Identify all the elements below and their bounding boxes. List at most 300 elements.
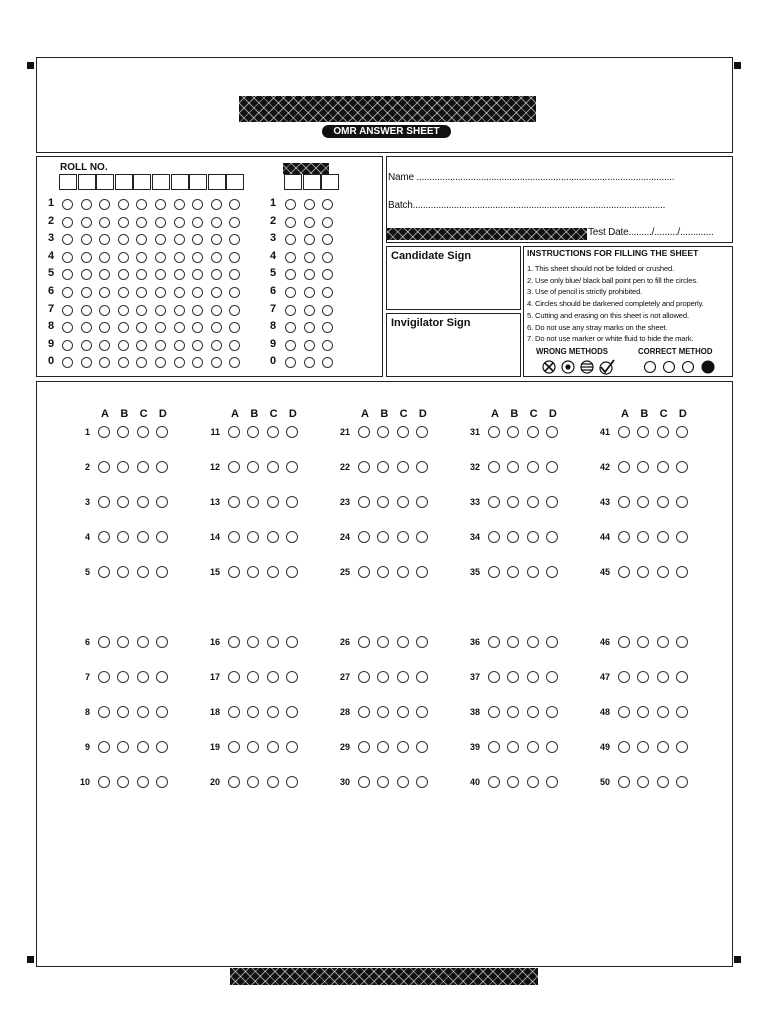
footer-barcode bbox=[230, 968, 538, 985]
answer-bubble[interactable] bbox=[676, 741, 688, 753]
answer-bubble[interactable] bbox=[527, 496, 539, 508]
answer-bubble[interactable] bbox=[98, 496, 110, 508]
answer-bubble[interactable] bbox=[267, 426, 279, 438]
roll-bubble[interactable] bbox=[136, 305, 147, 316]
roll-extra-bubble[interactable] bbox=[322, 340, 333, 351]
answer-bubble[interactable] bbox=[228, 636, 240, 648]
question-number: 48 bbox=[599, 707, 610, 717]
roll-extra-bubble[interactable] bbox=[304, 269, 315, 280]
answer-bubble[interactable] bbox=[527, 671, 539, 683]
roll-bubble[interactable] bbox=[81, 199, 92, 210]
roll-bubble[interactable] bbox=[155, 305, 166, 316]
answer-bubble[interactable] bbox=[397, 426, 409, 438]
answer-bubble[interactable] bbox=[527, 636, 539, 648]
question-number: 37 bbox=[469, 672, 480, 682]
answer-bubble[interactable] bbox=[358, 671, 370, 683]
answer-bubble[interactable] bbox=[618, 426, 630, 438]
roll-bubble[interactable] bbox=[81, 357, 92, 368]
roll-bubble[interactable] bbox=[174, 322, 185, 333]
answer-bubble[interactable] bbox=[137, 531, 149, 543]
roll-bubble[interactable] bbox=[155, 340, 166, 351]
roll-extra-cell[interactable] bbox=[321, 174, 339, 190]
answer-bubble[interactable] bbox=[618, 776, 630, 788]
option-header: C bbox=[269, 408, 278, 420]
answer-bubble[interactable] bbox=[657, 636, 669, 648]
answer-bubble[interactable] bbox=[657, 566, 669, 578]
answer-bubble[interactable] bbox=[397, 636, 409, 648]
answer-bubble[interactable] bbox=[137, 426, 149, 438]
answer-bubble[interactable] bbox=[416, 461, 428, 473]
answer-bubble[interactable] bbox=[156, 566, 168, 578]
roll-row-digit: 6 bbox=[48, 285, 55, 297]
roll-bubble[interactable] bbox=[174, 269, 185, 280]
answer-bubble[interactable] bbox=[156, 426, 168, 438]
answer-bubble[interactable] bbox=[286, 461, 298, 473]
answer-bubble[interactable] bbox=[228, 566, 240, 578]
answer-bubble[interactable] bbox=[416, 636, 428, 648]
answer-bubble[interactable] bbox=[416, 566, 428, 578]
answer-bubble[interactable] bbox=[156, 496, 168, 508]
answer-bubble[interactable] bbox=[98, 671, 110, 683]
answer-bubble[interactable] bbox=[267, 496, 279, 508]
answer-bubble[interactable] bbox=[286, 671, 298, 683]
roll-digit-cell[interactable] bbox=[208, 174, 226, 190]
answer-bubble[interactable] bbox=[286, 636, 298, 648]
roll-digit-cell[interactable] bbox=[226, 174, 244, 190]
roll-bubble[interactable] bbox=[118, 252, 129, 263]
roll-extra-bubble[interactable] bbox=[285, 252, 296, 263]
roll-digit-cell[interactable] bbox=[59, 174, 77, 190]
answer-bubble[interactable] bbox=[618, 671, 630, 683]
answer-bubble[interactable] bbox=[657, 776, 669, 788]
answer-bubble[interactable] bbox=[397, 706, 409, 718]
answer-bubble[interactable] bbox=[286, 531, 298, 543]
roll-extra-bubble[interactable] bbox=[304, 322, 315, 333]
roll-extra-row-digit: 6 bbox=[270, 285, 277, 297]
answer-bubble[interactable] bbox=[618, 706, 630, 718]
roll-extra-cell[interactable] bbox=[284, 174, 302, 190]
answer-bubble[interactable] bbox=[416, 671, 428, 683]
roll-extra-row-digit: 0 bbox=[270, 355, 277, 368]
answer-bubble[interactable] bbox=[676, 776, 688, 788]
roll-digit-cell[interactable] bbox=[133, 174, 151, 190]
answer-bubble[interactable] bbox=[546, 531, 558, 543]
roll-bubble[interactable] bbox=[81, 305, 92, 316]
roll-bubble[interactable] bbox=[174, 287, 185, 298]
roll-digit-cell[interactable] bbox=[171, 174, 189, 190]
answer-bubble[interactable] bbox=[676, 426, 688, 438]
wrong-methods-examples bbox=[540, 358, 620, 376]
answer-bubble[interactable] bbox=[397, 741, 409, 753]
answer-bubble[interactable] bbox=[546, 706, 558, 718]
answer-bubble[interactable] bbox=[527, 461, 539, 473]
answer-bubble[interactable] bbox=[228, 496, 240, 508]
question-number: 49 bbox=[599, 742, 610, 752]
roll-extra-bubble[interactable] bbox=[304, 357, 315, 368]
answer-bubble[interactable] bbox=[676, 671, 688, 683]
roll-bubble[interactable] bbox=[62, 252, 73, 263]
answer-bubble[interactable] bbox=[416, 531, 428, 543]
roll-bubble[interactable] bbox=[174, 199, 185, 210]
answer-bubble[interactable] bbox=[98, 426, 110, 438]
answer-bubble[interactable] bbox=[267, 671, 279, 683]
answer-bubble[interactable] bbox=[397, 776, 409, 788]
answer-bubble[interactable] bbox=[228, 776, 240, 788]
answer-bubble[interactable] bbox=[416, 741, 428, 753]
roll-bubble[interactable] bbox=[174, 340, 185, 351]
answer-bubble[interactable] bbox=[286, 496, 298, 508]
answer-bubble[interactable] bbox=[527, 566, 539, 578]
answer-bubble[interactable] bbox=[286, 706, 298, 718]
answer-bubble[interactable] bbox=[676, 531, 688, 543]
roll-no-label: ROLL NO. bbox=[60, 162, 108, 173]
answer-bubble[interactable] bbox=[488, 426, 500, 438]
answer-bubble[interactable] bbox=[527, 776, 539, 788]
question-number: 46 bbox=[599, 637, 610, 647]
roll-bubble[interactable] bbox=[99, 340, 110, 351]
roll-bubble[interactable] bbox=[99, 217, 110, 228]
roll-digit-cell[interactable] bbox=[189, 174, 207, 190]
roll-bubble[interactable] bbox=[118, 287, 129, 298]
answer-bubble[interactable] bbox=[358, 636, 370, 648]
roll-bubble[interactable] bbox=[192, 305, 203, 316]
roll-extra-cell[interactable] bbox=[303, 174, 321, 190]
option-header: A bbox=[231, 408, 239, 420]
roll-extra-row-digit: 8 bbox=[270, 320, 277, 333]
option-header: D bbox=[288, 408, 297, 420]
roll-row-digit: 8 bbox=[48, 320, 55, 333]
question-number: 24 bbox=[339, 532, 350, 542]
answer-bubble[interactable] bbox=[546, 741, 558, 753]
answer-bubble[interactable] bbox=[397, 531, 409, 543]
roll-bubble[interactable] bbox=[118, 322, 129, 333]
question-number: 40 bbox=[469, 777, 480, 787]
option-header: B bbox=[250, 408, 259, 420]
roll-extra-row-digit: 5 bbox=[270, 267, 277, 280]
roll-bubble[interactable] bbox=[211, 305, 222, 316]
answer-bubble[interactable] bbox=[676, 636, 688, 648]
option-header: D bbox=[418, 408, 427, 420]
answer-bubble[interactable] bbox=[98, 706, 110, 718]
answer-bubble[interactable] bbox=[527, 426, 539, 438]
answer-bubble[interactable] bbox=[657, 461, 669, 473]
roll-bubble[interactable] bbox=[174, 234, 185, 245]
answer-bubble[interactable] bbox=[228, 461, 240, 473]
answer-bubble[interactable] bbox=[228, 706, 240, 718]
answer-bubble[interactable] bbox=[137, 496, 149, 508]
roll-bubble[interactable] bbox=[174, 357, 185, 368]
answer-bubble[interactable] bbox=[397, 461, 409, 473]
answer-bubble[interactable] bbox=[397, 496, 409, 508]
answer-bubble[interactable] bbox=[546, 461, 558, 473]
answer-bubble[interactable] bbox=[137, 461, 149, 473]
answer-bubble[interactable] bbox=[137, 776, 149, 788]
roll-bubble[interactable] bbox=[81, 322, 92, 333]
roll-bubble[interactable] bbox=[62, 340, 73, 351]
roll-bubble[interactable] bbox=[155, 199, 166, 210]
answer-bubble[interactable] bbox=[267, 461, 279, 473]
roll-bubble[interactable] bbox=[118, 199, 129, 210]
roll-extra-row-digit: 3 bbox=[270, 232, 277, 245]
sheet-title: OMR ANSWER SHEET bbox=[322, 125, 451, 138]
answer-bubble[interactable] bbox=[397, 566, 409, 578]
option-header: D bbox=[548, 408, 557, 420]
question-number: 45 bbox=[599, 567, 610, 577]
answer-bubble[interactable] bbox=[358, 741, 370, 753]
roll-extra-bubble[interactable] bbox=[322, 305, 333, 316]
roll-row-digit: 7 bbox=[48, 302, 55, 315]
answer-bubble[interactable] bbox=[358, 461, 370, 473]
question-number: 33 bbox=[469, 497, 480, 507]
batch-field[interactable]: Batch.................................................................................................. bbox=[388, 200, 666, 211]
answer-bubble[interactable] bbox=[98, 461, 110, 473]
answer-bubble[interactable] bbox=[358, 496, 370, 508]
answer-bubble[interactable] bbox=[156, 636, 168, 648]
answer-bubble[interactable] bbox=[267, 531, 279, 543]
answer-bubble[interactable] bbox=[488, 636, 500, 648]
answer-bubble[interactable] bbox=[488, 531, 500, 543]
answer-bubble[interactable] bbox=[546, 636, 558, 648]
answer-bubble[interactable] bbox=[657, 531, 669, 543]
roll-row-digit: 4 bbox=[48, 249, 55, 262]
roll-bubble[interactable] bbox=[62, 305, 73, 316]
answer-bubble[interactable] bbox=[228, 671, 240, 683]
question-number: 7 bbox=[84, 672, 90, 682]
wrong-methods-label: WRONG METHODS bbox=[536, 347, 608, 356]
roll-bubble[interactable] bbox=[62, 287, 73, 298]
roll-bubble[interactable] bbox=[229, 305, 240, 316]
answer-bubble[interactable] bbox=[156, 531, 168, 543]
answer-bubble[interactable] bbox=[546, 496, 558, 508]
answer-bubble[interactable] bbox=[98, 636, 110, 648]
roll-bubble[interactable] bbox=[155, 217, 166, 228]
roll-extra-bubble[interactable] bbox=[304, 305, 315, 316]
roll-digit-cell[interactable] bbox=[78, 174, 96, 190]
answer-bubble[interactable] bbox=[358, 426, 370, 438]
answer-bubble[interactable] bbox=[527, 531, 539, 543]
roll-extra-bubble[interactable] bbox=[285, 287, 296, 298]
roll-bubble[interactable] bbox=[118, 340, 129, 351]
roll-bubble[interactable] bbox=[155, 252, 166, 263]
roll-bubble[interactable] bbox=[211, 217, 222, 228]
question-number: 31 bbox=[469, 427, 480, 437]
roll-digit-cell[interactable] bbox=[96, 174, 114, 190]
question-number: 27 bbox=[339, 672, 350, 682]
roll-bubble[interactable] bbox=[211, 287, 222, 298]
answer-bubble[interactable] bbox=[488, 706, 500, 718]
roll-bubble[interactable] bbox=[81, 252, 92, 263]
answer-bubble[interactable] bbox=[657, 426, 669, 438]
roll-bubble[interactable] bbox=[174, 217, 185, 228]
answer-bubble[interactable] bbox=[618, 496, 630, 508]
roll-extra-bubble[interactable] bbox=[322, 217, 333, 228]
test-date-field[interactable]: Test Date........./........./............. bbox=[588, 227, 714, 238]
roll-bubble[interactable] bbox=[211, 234, 222, 245]
roll-extra-bubble[interactable] bbox=[285, 305, 296, 316]
roll-bubble[interactable] bbox=[192, 340, 203, 351]
roll-bubble[interactable] bbox=[174, 252, 185, 263]
answer-bubble[interactable] bbox=[546, 776, 558, 788]
answer-bubble[interactable] bbox=[358, 531, 370, 543]
roll-bubble[interactable] bbox=[192, 252, 203, 263]
answer-bubble[interactable] bbox=[488, 741, 500, 753]
option-header: A bbox=[101, 408, 109, 420]
roll-digit-cell[interactable] bbox=[152, 174, 170, 190]
question-number: 10 bbox=[79, 777, 90, 787]
roll-extra-bubble[interactable] bbox=[322, 252, 333, 263]
candidate-sign-label: Candidate Sign bbox=[391, 250, 472, 262]
answer-bubble[interactable] bbox=[657, 496, 669, 508]
answer-bubble[interactable] bbox=[228, 426, 240, 438]
answer-bubble[interactable] bbox=[137, 706, 149, 718]
answer-bubble[interactable] bbox=[228, 531, 240, 543]
answer-bubble[interactable] bbox=[267, 741, 279, 753]
answer-bubble[interactable] bbox=[618, 636, 630, 648]
roll-row-digit: 2 bbox=[48, 214, 55, 227]
answer-bubble[interactable] bbox=[137, 566, 149, 578]
question-number: 43 bbox=[599, 497, 610, 507]
answer-bubble[interactable] bbox=[488, 671, 500, 683]
answer-bubble[interactable] bbox=[156, 741, 168, 753]
roll-extra-bubble[interactable] bbox=[304, 234, 315, 245]
roll-bubble[interactable] bbox=[118, 234, 129, 245]
answer-bubble[interactable] bbox=[98, 531, 110, 543]
correct-method-examples bbox=[642, 359, 716, 375]
answer-bubble[interactable] bbox=[98, 741, 110, 753]
roll-bubble[interactable] bbox=[62, 217, 73, 228]
answer-bubble[interactable] bbox=[618, 566, 630, 578]
roll-row-digit: 5 bbox=[48, 267, 55, 280]
answer-bubble[interactable] bbox=[286, 426, 298, 438]
answer-bubble[interactable] bbox=[267, 566, 279, 578]
answer-bubble[interactable] bbox=[676, 566, 688, 578]
question-number: 47 bbox=[599, 672, 610, 682]
question-number: 1 bbox=[84, 427, 90, 437]
roll-bubble[interactable] bbox=[81, 287, 92, 298]
answer-bubble[interactable] bbox=[676, 496, 688, 508]
answer-bubble[interactable] bbox=[488, 776, 500, 788]
roll-row-digit: 0 bbox=[48, 355, 55, 368]
answer-bubble[interactable] bbox=[676, 461, 688, 473]
roll-extra-bubble[interactable] bbox=[304, 252, 315, 263]
roll-extra-bubble[interactable] bbox=[304, 199, 315, 210]
roll-extra-bubble[interactable] bbox=[285, 199, 296, 210]
roll-bubble[interactable] bbox=[99, 252, 110, 263]
answer-bubble[interactable] bbox=[416, 706, 428, 718]
details-barcode bbox=[387, 228, 587, 240]
answer-bubble[interactable] bbox=[527, 741, 539, 753]
roll-extra-bubble[interactable] bbox=[304, 340, 315, 351]
answer-bubble[interactable] bbox=[397, 671, 409, 683]
filled-bubble-icon bbox=[702, 361, 714, 373]
answer-bubble[interactable] bbox=[156, 461, 168, 473]
answer-bubble[interactable] bbox=[546, 426, 558, 438]
roll-bubble[interactable] bbox=[81, 340, 92, 351]
question-number: 12 bbox=[209, 462, 220, 472]
answer-bubble[interactable] bbox=[267, 636, 279, 648]
roll-bubble[interactable] bbox=[118, 305, 129, 316]
answer-bubble[interactable] bbox=[618, 741, 630, 753]
question-number: 15 bbox=[209, 567, 220, 577]
answer-bubble[interactable] bbox=[546, 671, 558, 683]
roll-bubble[interactable] bbox=[118, 217, 129, 228]
answer-bubble[interactable] bbox=[488, 461, 500, 473]
instruction-item: 2. Use only blue/ black ball point pen to fill the circles. bbox=[527, 275, 698, 285]
answer-bubble[interactable] bbox=[657, 706, 669, 718]
answer-bubble[interactable] bbox=[267, 706, 279, 718]
answer-bubble[interactable] bbox=[618, 531, 630, 543]
answer-bubble[interactable] bbox=[137, 741, 149, 753]
answer-bubble[interactable] bbox=[137, 636, 149, 648]
answer-bubble[interactable] bbox=[358, 566, 370, 578]
answer-bubble[interactable] bbox=[527, 706, 539, 718]
roll-extra-bubble[interactable] bbox=[285, 340, 296, 351]
header-barcode bbox=[239, 96, 536, 122]
answer-bubble[interactable] bbox=[416, 426, 428, 438]
answer-bubble[interactable] bbox=[358, 706, 370, 718]
answer-bubble[interactable] bbox=[98, 566, 110, 578]
answer-bubble[interactable] bbox=[488, 566, 500, 578]
roll-bubble[interactable] bbox=[81, 269, 92, 280]
roll-bubble[interactable] bbox=[192, 217, 203, 228]
question-number: 35 bbox=[469, 567, 480, 577]
name-field[interactable]: Name .................................................................................................... bbox=[388, 172, 675, 183]
answer-bubble[interactable] bbox=[286, 741, 298, 753]
roll-bubble[interactable] bbox=[211, 199, 222, 210]
roll-digit-cell[interactable] bbox=[115, 174, 133, 190]
answer-bubble[interactable] bbox=[546, 566, 558, 578]
answer-bubble[interactable] bbox=[156, 776, 168, 788]
roll-bubble[interactable] bbox=[229, 217, 240, 228]
roll-bubble[interactable] bbox=[81, 234, 92, 245]
answer-bubble[interactable] bbox=[286, 566, 298, 578]
roll-bubble[interactable] bbox=[211, 340, 222, 351]
question-number: 44 bbox=[599, 532, 610, 542]
answer-bubble[interactable] bbox=[488, 496, 500, 508]
roll-bubble[interactable] bbox=[211, 322, 222, 333]
answer-bubble[interactable] bbox=[137, 671, 149, 683]
question-number: 30 bbox=[339, 777, 350, 787]
answer-bubble[interactable] bbox=[416, 496, 428, 508]
answer-bubble[interactable] bbox=[618, 461, 630, 473]
roll-bubble[interactable] bbox=[81, 217, 92, 228]
answer-bubble[interactable] bbox=[286, 776, 298, 788]
answer-bubble[interactable] bbox=[156, 706, 168, 718]
roll-extra-bubble[interactable] bbox=[304, 287, 315, 298]
roll-extra-bubble[interactable] bbox=[285, 217, 296, 228]
question-number: 6 bbox=[84, 637, 90, 647]
answer-bubble[interactable] bbox=[676, 706, 688, 718]
answer-bubble[interactable] bbox=[358, 776, 370, 788]
answer-bubble[interactable] bbox=[267, 776, 279, 788]
answer-bubble[interactable] bbox=[98, 776, 110, 788]
question-number: 9 bbox=[84, 742, 90, 752]
answer-bubble[interactable] bbox=[657, 741, 669, 753]
roll-extra-bubble[interactable] bbox=[304, 217, 315, 228]
answer-bubble[interactable] bbox=[657, 671, 669, 683]
answer-bubble[interactable] bbox=[228, 741, 240, 753]
roll-bubble[interactable] bbox=[136, 217, 147, 228]
answer-bubble[interactable] bbox=[156, 671, 168, 683]
roll-bubble[interactable] bbox=[174, 305, 185, 316]
roll-bubble[interactable] bbox=[211, 252, 222, 263]
roll-bubble[interactable] bbox=[62, 199, 73, 210]
answer-bubble[interactable] bbox=[416, 776, 428, 788]
correct-method-label: CORRECT METHOD bbox=[638, 347, 713, 356]
roll-bubble[interactable] bbox=[99, 305, 110, 316]
question-number: 14 bbox=[209, 532, 220, 542]
roll-bubble[interactable] bbox=[155, 287, 166, 298]
